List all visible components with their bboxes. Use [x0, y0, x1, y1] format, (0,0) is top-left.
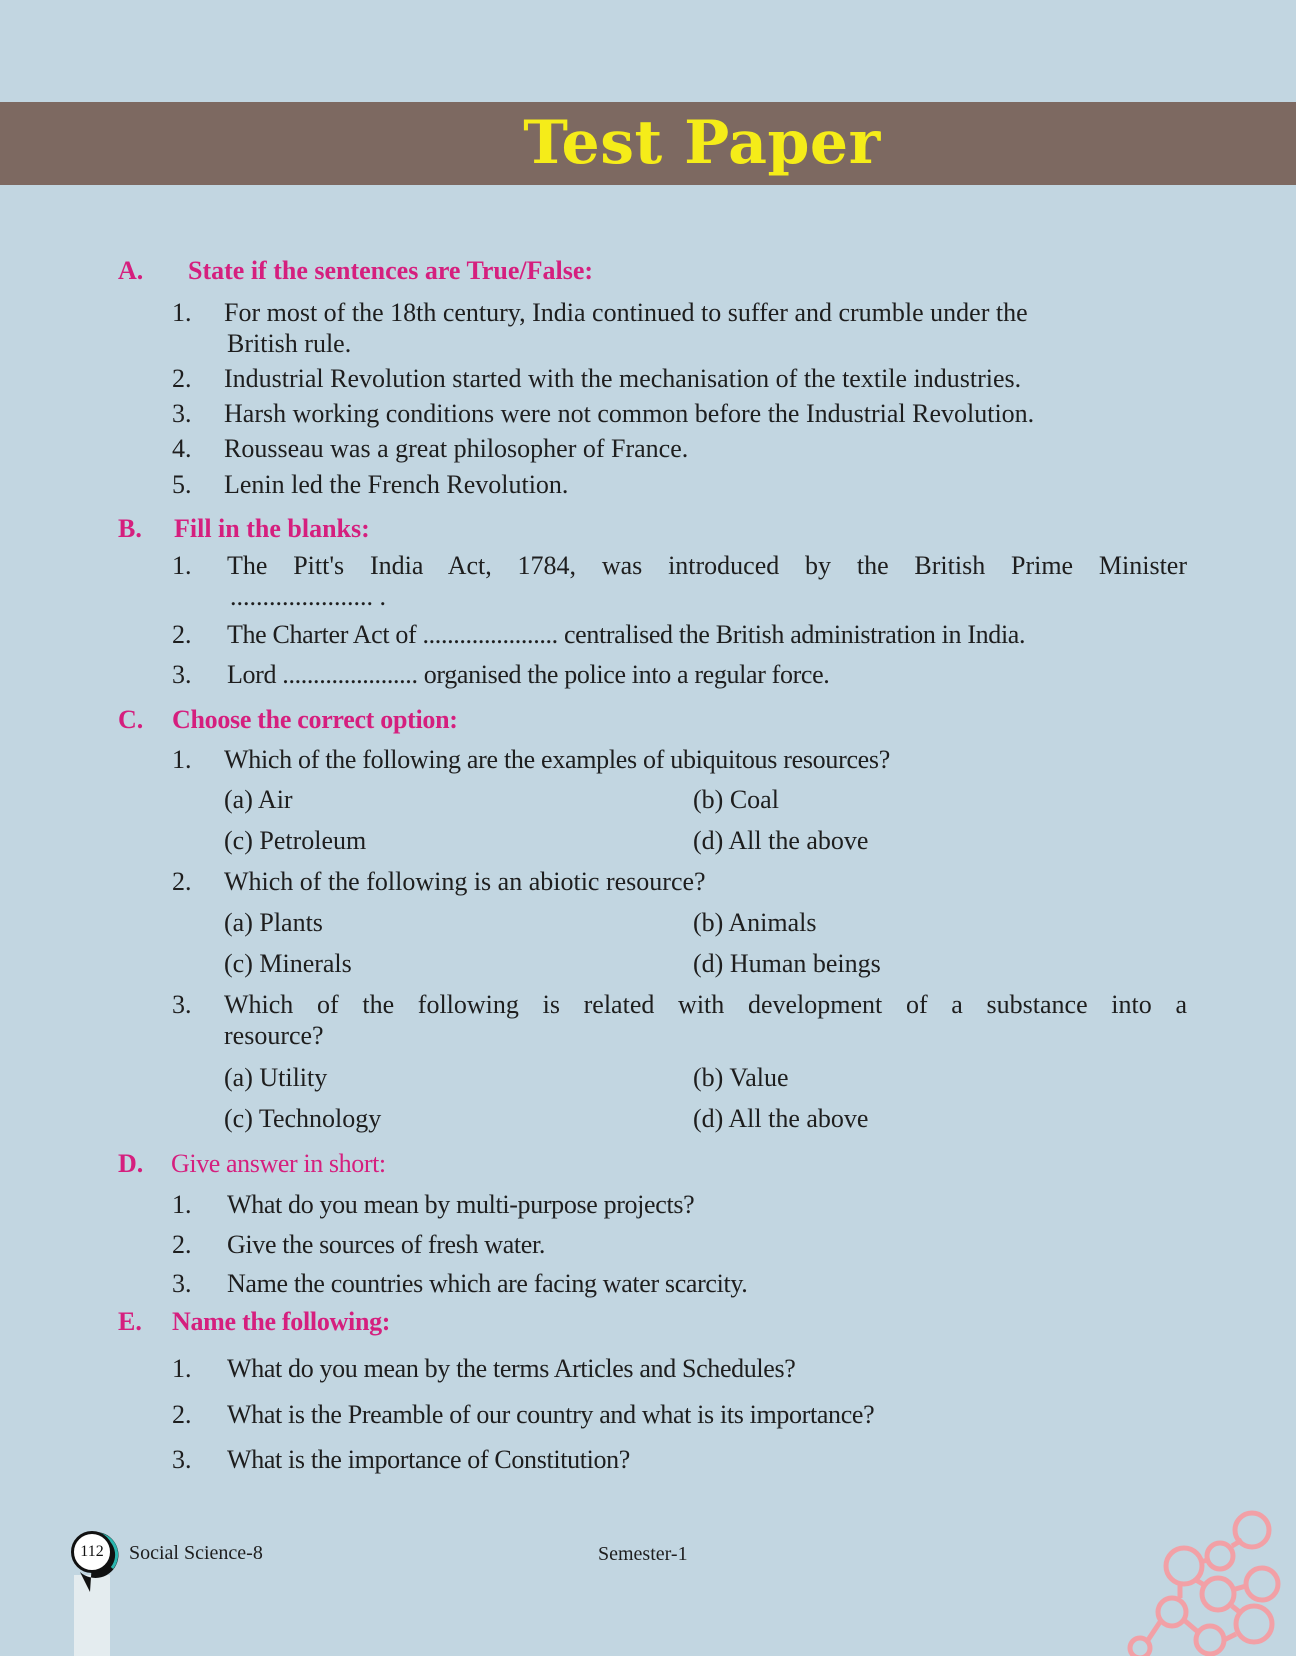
section-b-heading: Fill in the blanks: — [174, 514, 370, 543]
e-item-1-text: What do you mean by the terms Articles and Schedules? — [227, 1354, 796, 1383]
b-item-2-text: The Charter Act of ...................... centralised the British administration in India. — [227, 620, 1026, 649]
c-q2-number: 2. — [172, 867, 192, 896]
a-item-3-number: 3. — [172, 399, 192, 428]
section-d-heading: Give answer in short: — [171, 1149, 386, 1178]
footer-book-title: Social Science-8 — [129, 1542, 263, 1564]
c-q2-text: Which of the following is an abiotic resource? — [224, 867, 706, 896]
a-item-4-number: 4. — [172, 434, 192, 463]
footer-semester: Semester-1 — [598, 1543, 688, 1565]
b-item-3-number: 3. — [172, 660, 192, 689]
b-item-3-text: Lord ...................... organised the police into a regular force. — [227, 660, 830, 689]
b-item-2-number: 2. — [172, 620, 192, 649]
a-item-1-number: 1. — [172, 298, 192, 327]
d-item-1-text: What do you mean by multi-purpose projects? — [227, 1190, 695, 1219]
a-item-1-text-cont: British rule. — [227, 329, 352, 358]
d-item-3-text: Name the countries which are facing water scarcity. — [227, 1269, 748, 1298]
a-item-1-text: For most of the 18th century, India continued to suffer and crumble under the — [224, 298, 1028, 327]
a-item-3-text: Harsh working conditions were not common before the Industrial Revolution. — [224, 399, 1035, 428]
c-q1-option-b: (b) Coal — [693, 785, 779, 814]
d-item-3-number: 3. — [172, 1269, 192, 1298]
a-item-4-text: Rousseau was a great philosopher of France. — [224, 434, 689, 463]
c-q2-option-b: (b) Animals — [693, 908, 817, 937]
section-a-letter: A. — [118, 256, 144, 285]
c-q3-option-d: (d) All the above — [693, 1104, 869, 1133]
section-b-letter: B. — [118, 514, 142, 543]
c-q3-text-cont: resource? — [224, 1021, 324, 1050]
c-q2-option-c: (c) Minerals — [224, 949, 352, 978]
section-e-letter: E. — [118, 1307, 142, 1336]
title-banner — [0, 102, 1296, 185]
c-q2-option-a: (a) Plants — [224, 908, 323, 937]
page-title: Test Paper — [523, 108, 881, 178]
d-item-1-number: 1. — [172, 1190, 192, 1219]
d-item-2-text: Give the sources of fresh water. — [227, 1230, 546, 1259]
decorative-circles-icon — [1120, 1500, 1296, 1656]
e-item-2-number: 2. — [172, 1400, 192, 1429]
c-q1-number: 1. — [172, 745, 192, 774]
c-q1-option-c: (c) Petroleum — [224, 826, 367, 855]
c-q3-option-c: (c) Technology — [224, 1104, 382, 1133]
page-number: 112 — [71, 1531, 113, 1573]
b-item-1-text-cont: ...................... . — [230, 582, 386, 611]
c-q1-option-a: (a) Air — [224, 785, 293, 814]
d-item-2-number: 2. — [172, 1230, 192, 1259]
c-q2-option-d: (d) Human beings — [693, 949, 881, 978]
a-item-5-number: 5. — [172, 470, 192, 499]
e-item-1-number: 1. — [172, 1354, 192, 1383]
e-item-3-number: 3. — [172, 1445, 192, 1474]
c-q3-option-b: (b) Value — [693, 1063, 789, 1092]
section-c-letter: C. — [118, 705, 144, 734]
b-item-1-text: The Pitt's India Act, 1784, was introduced by the British Prime Minister — [227, 551, 1187, 580]
c-q1-text: Which of the following are the examples of ubiquitous resources? — [224, 745, 890, 774]
e-item-2-text: What is the Preamble of our country and what is its importance? — [227, 1400, 875, 1429]
c-q3-option-a: (a) Utility — [224, 1063, 328, 1092]
section-d-letter: D. — [118, 1149, 144, 1178]
e-item-3-text: What is the importance of Constitution? — [227, 1445, 630, 1474]
a-item-5-text: Lenin led the French Revolution. — [224, 470, 569, 499]
c-q1-option-d: (d) All the above — [693, 826, 869, 855]
c-q3-number: 3. — [172, 990, 192, 1019]
section-e-heading: Name the following: — [172, 1307, 391, 1336]
c-q3-text: Which of the following is related with development of a substance into a — [224, 990, 1187, 1019]
section-a-heading: State if the sentences are True/False: — [188, 256, 594, 285]
section-c-heading: Choose the correct option: — [172, 705, 458, 734]
a-item-2-text: Industrial Revolution started with the mechanisation of the textile industries. — [224, 364, 1022, 393]
b-item-1-number: 1. — [172, 551, 192, 580]
a-item-2-number: 2. — [172, 364, 192, 393]
